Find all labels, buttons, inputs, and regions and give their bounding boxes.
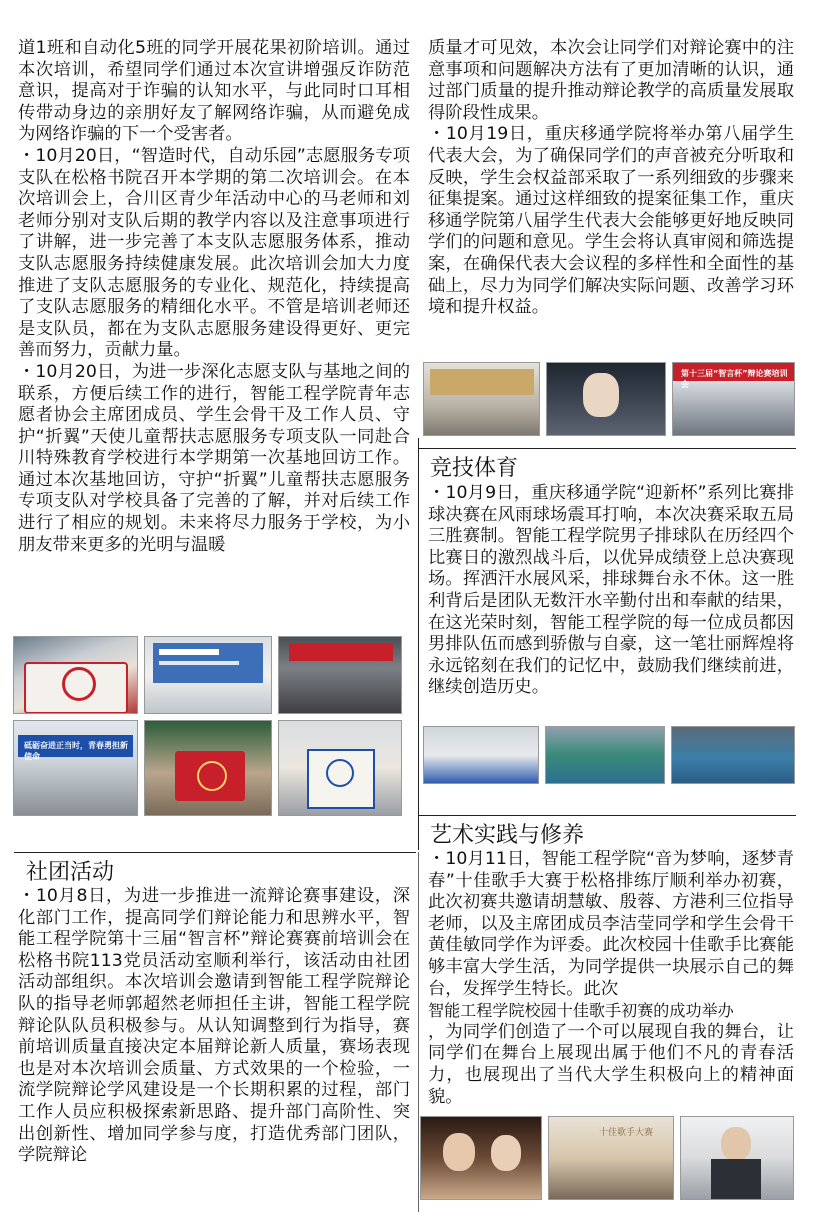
left-paragraph-4: ・10月8日，为进一步推进一流辩论赛事建设，深化部门工作，提高同学们辩论能力和思辨水平，智能工程学院第十三届“智言杯”辩论赛赛前培训会在松格书院113党员活动室顺利举行，该活动由社团活动部组织。本次培训会邀请到智能工程学院辩论队的指导老师郭超然老师担任主讲，智能工程学院辩论队队员积极参与。从认知调整到行为指导，赛前培训质量直接决定本届辩论新人质量，赛场表现也是对本次培训会质量、方式效果的一个检验，一流学院辩论学风建设是一个长期积累的过程，部门工作人员应积极探索新思路、提升部门高阶性、突出创新性、增加同学参与度，打造优秀部门团队，学院辩论	[18, 886, 410, 1166]
right-section-divider-2	[418, 815, 796, 816]
banner-text: 砥砺奋进正当时，青春勇担新使命	[24, 741, 128, 761]
photo-volleyball-team	[423, 726, 539, 784]
art-body	[428, 849, 794, 1108]
right-paragraph-6: ，为同学们创造了一个可以展现自我的舞台，让同学们在舞台上展现出属于他们不凡的青春活力，也展现出了当代大学生积极向上的精神面貌。	[428, 1021, 794, 1107]
right-paragraph-1: 质量才可见效，本次会让同学们对辩论赛中的注意事项和问题解决方法有了更加清晰的认识，通过部门质量的提升推动辩论教学的高质量发展取得阶段性成果。	[428, 38, 794, 123]
photo-singer-performing	[680, 1116, 794, 1200]
club-activities-section	[26, 859, 410, 887]
volleyball-photo-row	[423, 726, 795, 784]
club-activities-body	[18, 886, 410, 1167]
left-column	[18, 38, 410, 556]
photo-school-visit	[278, 720, 402, 816]
volunteer-photo-grid	[13, 636, 411, 816]
right-section-divider-1	[418, 448, 796, 449]
sports-section	[430, 455, 796, 483]
photo-judges	[420, 1116, 542, 1200]
left-paragraph-1: 道1班和自动化5班的同学开展花果初阶培训。通过本次培训，希望同学们通过本次宣讲增强反诈防范意识，提高对于诈骗的认知水平，与此同时口耳相传带动身边的亲朋好友了解网络诈骗，从而避免成为网络诈骗的下一个受害者。	[18, 38, 410, 145]
photo-red-flag-group	[144, 720, 272, 816]
poster-text: 十佳歌手大赛	[599, 1128, 654, 1138]
right-paragraph-5: 智能工程学院校园十佳歌手初赛的成功举办	[428, 1001, 734, 1021]
photo-courtyard	[423, 362, 540, 436]
photo-singer-group	[548, 1116, 674, 1200]
sports-body	[428, 483, 794, 699]
photo-congress-group	[672, 362, 795, 436]
photo-training-room	[144, 636, 272, 714]
singer-photo-row	[420, 1116, 794, 1200]
column-divider-lower	[418, 852, 419, 1212]
section-title-club-activities: 社团活动	[26, 860, 115, 885]
photo-group-with-banner	[13, 720, 138, 816]
photo-meeting	[546, 362, 666, 436]
right-paragraph-4: ・10月11日，智能工程学院“音为梦响，逐梦青春”十佳歌手大赛于松格排练厅顺利举办初赛，此次初赛共邀请胡慧敏、殷蓉、方港利三位指导老师，以及主席团成员李洁莹同学和学生会骨干黄佳敏同学作为评委。此次校园十佳歌手比赛能够丰富大学生活，为同学提供一块展示自己的舞台，发挥学生特长。此次	[428, 849, 794, 999]
section-title-sports: 竞技体育	[430, 456, 519, 481]
section-title-art: 艺术实践与修养	[430, 823, 585, 848]
column-divider-upper	[418, 438, 419, 850]
congress-photo-row	[423, 362, 795, 436]
photo-volunteer-banner-group	[13, 636, 138, 714]
photo-volleyball-court	[545, 726, 666, 784]
congress-banner-text: 第十三届“智言杯”辩论赛培训会	[681, 369, 788, 389]
right-column	[428, 38, 794, 319]
right-paragraph-3: ・10月9日，重庆移通学院“迎新杯”系列比赛排球决赛在风雨球场震耳打响，本次决赛采取五局三胜赛制。智能工程学院男子排球队在历经四个比赛日的激烈战斗后，以优异成绩登上总决赛现场。挥洒汗水展风采，排球舞台永不休。这一胜利背后是团队无数汗水辛勤付出和奉献的结果，在这光荣时刻，智能工程学院的每一位成员都因男排队伍而感到骄傲与自豪，这一笔壮丽辉煌将永远铭刻在我们的记忆中，鼓励我们继续前进，继续创造历史。	[428, 483, 794, 698]
left-section-divider	[14, 852, 416, 853]
art-section	[430, 822, 796, 850]
right-paragraph-2: ・10月19日，重庆移通学院将举办第八届学生代表大会，为了确保同学们的声音被充分听取和反映，学生会权益部采取了一系列细致的步骤来征集提案。通过这样细致的提案征集工作，重庆移通学院第八届学生代表大会能够更好地反映同学们的问题和意见。学生会将认真审阅和筛选提案，在确保代表大会议程的多样性和全面性的基础上，尽力为同学们解决实际问题、改善学习环境和提升权益。	[428, 124, 794, 318]
photo-volleyball-match	[671, 726, 795, 784]
left-paragraph-2: ・10月20日，“智造时代，自动乐园”志愿服务专项支队在松格书院召开本学期的第二次培训会。在本次培训会上，合川区青少年活动中心的马老师和刘老师分别对支队后期的教学内容以及注意事项进行了讲解，进一步完善了本支队志愿服务体系，推动支队志愿服务持续健康发展。此次培训会加大力度推进了支队志愿服务的专业化、规范化，持续提高了支队志愿服务的精细化水平。不管是培训老师还是支队员，都在为支队志愿服务建设得更好、更完善而努力，贡献力量。	[18, 145, 410, 361]
left-paragraph-3: ・10月20日，为进一步深化志愿支队与基地之间的联系，方便后续工作的进行，智能工程学院青年志愿者协会主席团成员、学生会骨干及工作人员、守护“折翼”天使儿童帮扶志愿服务专项支队一同赴合川特殊教育学校进行本学期第一次基地回访工作。通过本次基地回访，守护“折翼”儿童帮扶志愿服务专项支队对学校具备了完善的了解，并对后续工作进行了相应的规划。未来将尽力服务于学校，为小朋友带来更多的光明与温暖	[18, 361, 410, 555]
photo-lecture-hall	[278, 636, 402, 714]
